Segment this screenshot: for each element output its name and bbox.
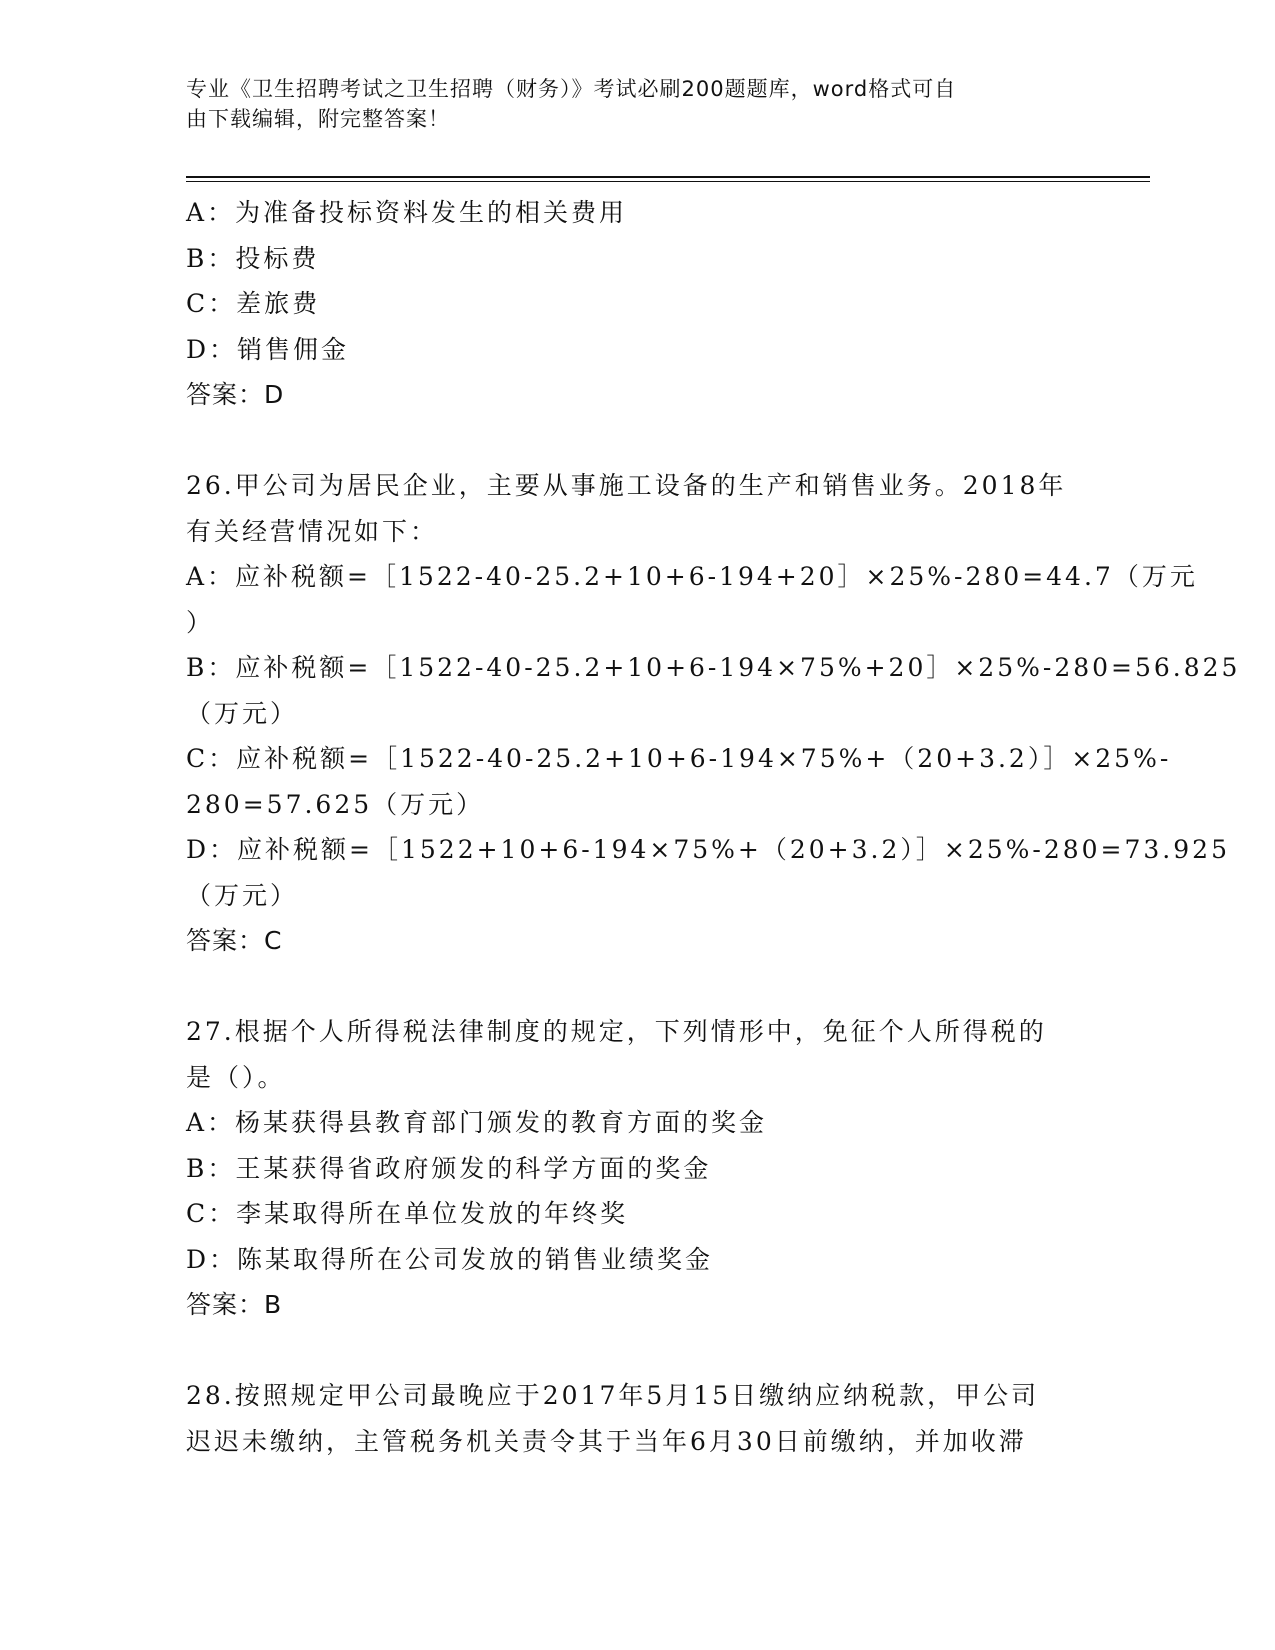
- option-a: A：为准备投标资料发生的相关费用: [186, 198, 628, 227]
- header-line-2: 由下载编辑，附完整答案！: [186, 107, 450, 131]
- answer: 答案：B: [186, 1290, 283, 1319]
- question-stem: 是（）。: [186, 1062, 286, 1092]
- option-d-continued: （万元）: [186, 880, 299, 910]
- question-stem: 28.按照规定甲公司最晚应于2017年5月15日缴纳应纳税款，甲公司: [186, 1381, 1040, 1410]
- spacer: [186, 964, 1086, 1010]
- option-b: B：王某获得省政府颁发的科学方面的奖金: [186, 1153, 712, 1183]
- document-header: [186, 74, 1076, 134]
- header-divider-thick: [186, 176, 1150, 178]
- document-body: [186, 190, 1241, 1464]
- option-c: C：差旅费: [186, 289, 321, 318]
- question-26: [186, 463, 1241, 964]
- spacer: [186, 1328, 1086, 1374]
- question-25-options: [186, 190, 1086, 418]
- option-c-continued: 280=57.625（万元）: [186, 789, 485, 819]
- option-b: B：投标费: [186, 243, 320, 273]
- question-28: [186, 1373, 1086, 1464]
- answer: 答案：D: [186, 380, 285, 409]
- option-b-continued: （万元）: [186, 698, 299, 728]
- option-d: D：销售佣金: [186, 334, 350, 364]
- option-d: D：陈某取得所在公司发放的销售业绩奖金: [186, 1244, 714, 1274]
- question-stem: 26.甲公司为居民企业，主要从事施工设备的生产和销售业务。2018年: [186, 471, 1067, 500]
- question-stem: 迟迟未缴纳，主管税务机关责令其于当年6月30日前缴纳，并加收滞: [186, 1426, 1027, 1456]
- question-27: [186, 1009, 1086, 1328]
- question-stem: 有关经营情况如下：: [186, 516, 439, 546]
- option-c: C：应补税额=［1522-40-25.2+10+6-194×75%+（20+3.2）］×25%-: [186, 744, 1172, 773]
- answer: 答案：C: [186, 926, 283, 955]
- question-stem: 27.根据个人所得税法律制度的规定，下列情形中，免征个人所得税的: [186, 1017, 1047, 1046]
- option-a-continued: ）: [186, 607, 215, 637]
- option-a: A：应补税额=［1522-40-25.2+10+6-194+20］×25%-280=44.7（万元: [186, 562, 1198, 591]
- option-c: C：李某取得所在单位发放的年终奖: [186, 1199, 629, 1228]
- option-a: A：杨某获得县教育部门颁发的教育方面的奖金: [186, 1108, 768, 1137]
- header-divider-thin: [186, 181, 1150, 182]
- option-d: D：应补税额=［1522+10+6-194×75%+（20+3.2）］×25%-280=73.925: [186, 835, 1230, 864]
- spacer: [186, 418, 1086, 464]
- header-line-1: 专业《卫生招聘考试之卫生招聘（财务）》考试必刷200题题库，word格式可自: [186, 77, 957, 101]
- option-b: B：应补税额=［1522-40-25.2+10+6-194×75%+20］×25%-280=56.825: [186, 653, 1241, 682]
